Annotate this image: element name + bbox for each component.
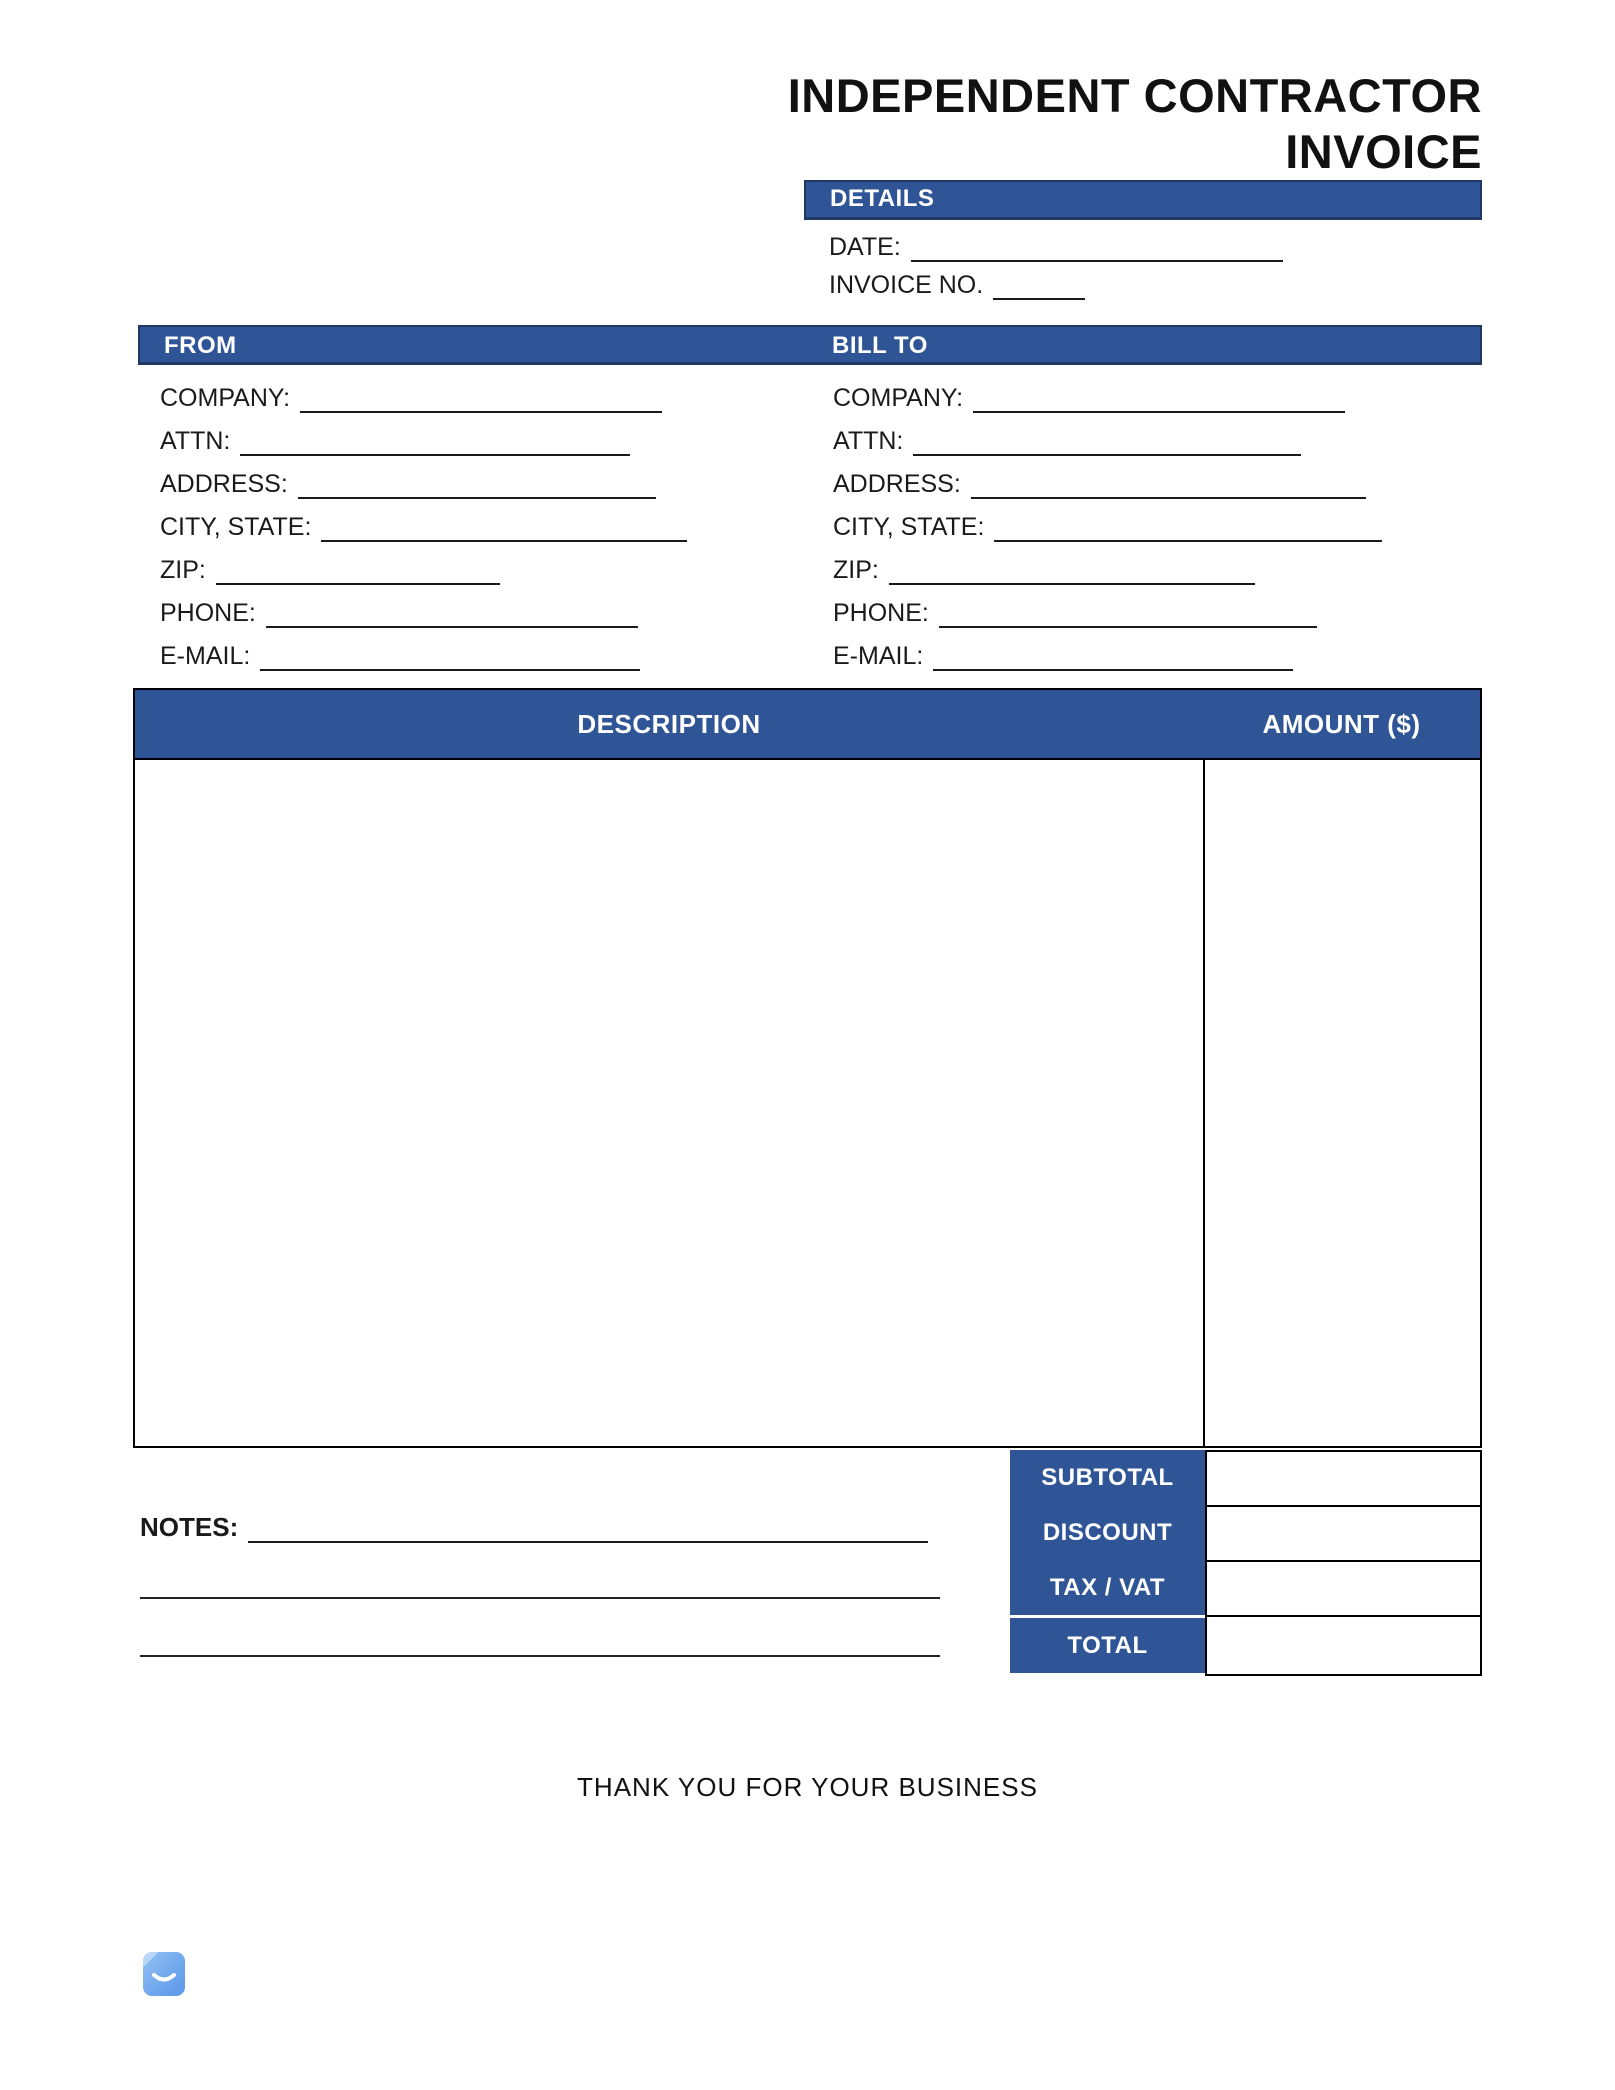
billto-company-label: COMPANY: [833, 384, 964, 412]
billto-email-input-line[interactable] [933, 659, 1293, 671]
subtotal-label: SUBTOTAL [1041, 1464, 1174, 1491]
from-phone-row [160, 585, 687, 628]
discount-label: DISCOUNT [1042, 1519, 1173, 1546]
billto-city-state-row [833, 499, 1382, 542]
totals-labels [1010, 1450, 1205, 1673]
billto-city-state-input-line[interactable] [994, 530, 1382, 542]
billto-zip-label: ZIP: [833, 556, 879, 584]
total-amount-cell[interactable] [1207, 1617, 1480, 1674]
items-table-header [135, 690, 1480, 760]
invoice-no-input-line[interactable] [993, 288, 1085, 300]
from-city-state-input-line[interactable] [321, 530, 687, 542]
from-attn-row [160, 413, 687, 456]
from-zip-row [160, 542, 687, 585]
from-zip-input-line[interactable] [216, 573, 500, 585]
amount-header-cell: AMOUNT ($) [1262, 708, 1421, 739]
billto-address-row [833, 456, 1382, 499]
amount-body-cell[interactable] [1203, 760, 1480, 1446]
billto-company-input-line[interactable] [973, 401, 1345, 413]
billto-email-label: E-MAIL: [833, 642, 924, 670]
bill-to-header-label: BILL TO [832, 332, 928, 359]
from-phone-label: PHONE: [160, 599, 256, 627]
description-header-cell: DESCRIPTION [577, 708, 761, 739]
billto-company-row [833, 370, 1382, 413]
from-city-state-row [160, 499, 687, 542]
notes-label: NOTES: [140, 1512, 239, 1542]
billto-city-state-label: CITY, STATE: [833, 513, 985, 541]
items-table [133, 688, 1482, 1448]
parties-header-bar [138, 325, 1482, 365]
from-company-row [160, 370, 687, 413]
details-header-bar [804, 180, 1482, 220]
date-label: DATE: [829, 233, 901, 261]
details-fields [829, 224, 1283, 300]
page-title [788, 68, 1482, 180]
bill-to-fields-column [833, 370, 1382, 671]
billto-attn-row [833, 413, 1382, 456]
from-city-state-label: CITY, STATE: [160, 513, 312, 541]
notes-input-line-1[interactable] [248, 1531, 928, 1543]
from-attn-input-line[interactable] [240, 444, 630, 456]
from-company-label: COMPANY: [160, 384, 291, 412]
thank-you-note: THANK YOU FOR YOUR BUSINESS [577, 1772, 1038, 1802]
from-fields-column [160, 370, 687, 671]
tax-vat-amount-cell[interactable] [1207, 1562, 1480, 1617]
total-label: TOTAL [1010, 1618, 1205, 1673]
billto-phone-input-line[interactable] [939, 616, 1317, 628]
from-phone-input-line[interactable] [266, 616, 638, 628]
subtotal-amount-cell[interactable] [1207, 1452, 1480, 1507]
billto-email-row [833, 628, 1382, 671]
page-title-line1: INDEPENDENT CONTRACTOR [787, 69, 1482, 122]
totals-label-block [1010, 1450, 1205, 1615]
billto-attn-label: ATTN: [833, 427, 904, 455]
items-table-body [135, 760, 1480, 1446]
notes-input-line-3[interactable] [140, 1655, 940, 1657]
date-input-line[interactable] [911, 250, 1283, 262]
billto-zip-input-line[interactable] [889, 573, 1255, 585]
description-body-cell[interactable] [135, 760, 1203, 1446]
billto-phone-row [833, 585, 1382, 628]
from-address-label: ADDRESS: [160, 470, 288, 498]
invoice-no-label: INVOICE NO. [829, 271, 984, 299]
invoice-no-field-row [829, 262, 1283, 300]
page-title-line2: INVOICE [1285, 125, 1482, 178]
notes-field-row [140, 1505, 928, 1543]
from-email-row [160, 628, 687, 671]
billto-address-input-line[interactable] [971, 487, 1366, 499]
details-header-label: DETAILS [830, 185, 935, 212]
from-company-input-line[interactable] [300, 401, 662, 413]
from-email-input-line[interactable] [260, 659, 640, 671]
date-field-row [829, 224, 1283, 262]
billto-attn-input-line[interactable] [913, 444, 1301, 456]
billto-zip-row [833, 542, 1382, 585]
from-address-input-line[interactable] [298, 487, 656, 499]
billto-address-label: ADDRESS: [833, 470, 961, 498]
from-attn-label: ATTN: [160, 427, 231, 455]
billto-phone-label: PHONE: [833, 599, 929, 627]
discount-amount-cell[interactable] [1207, 1507, 1480, 1562]
totals-amount-cells [1205, 1450, 1482, 1676]
from-zip-label: ZIP: [160, 556, 206, 584]
from-address-row [160, 456, 687, 499]
from-header-label: FROM [164, 332, 237, 359]
notes-input-line-2[interactable] [140, 1597, 940, 1599]
smiling-document-logo-icon [143, 1952, 185, 1996]
from-email-label: E-MAIL: [160, 642, 251, 670]
tax-vat-label: TAX / VAT [1049, 1574, 1166, 1601]
